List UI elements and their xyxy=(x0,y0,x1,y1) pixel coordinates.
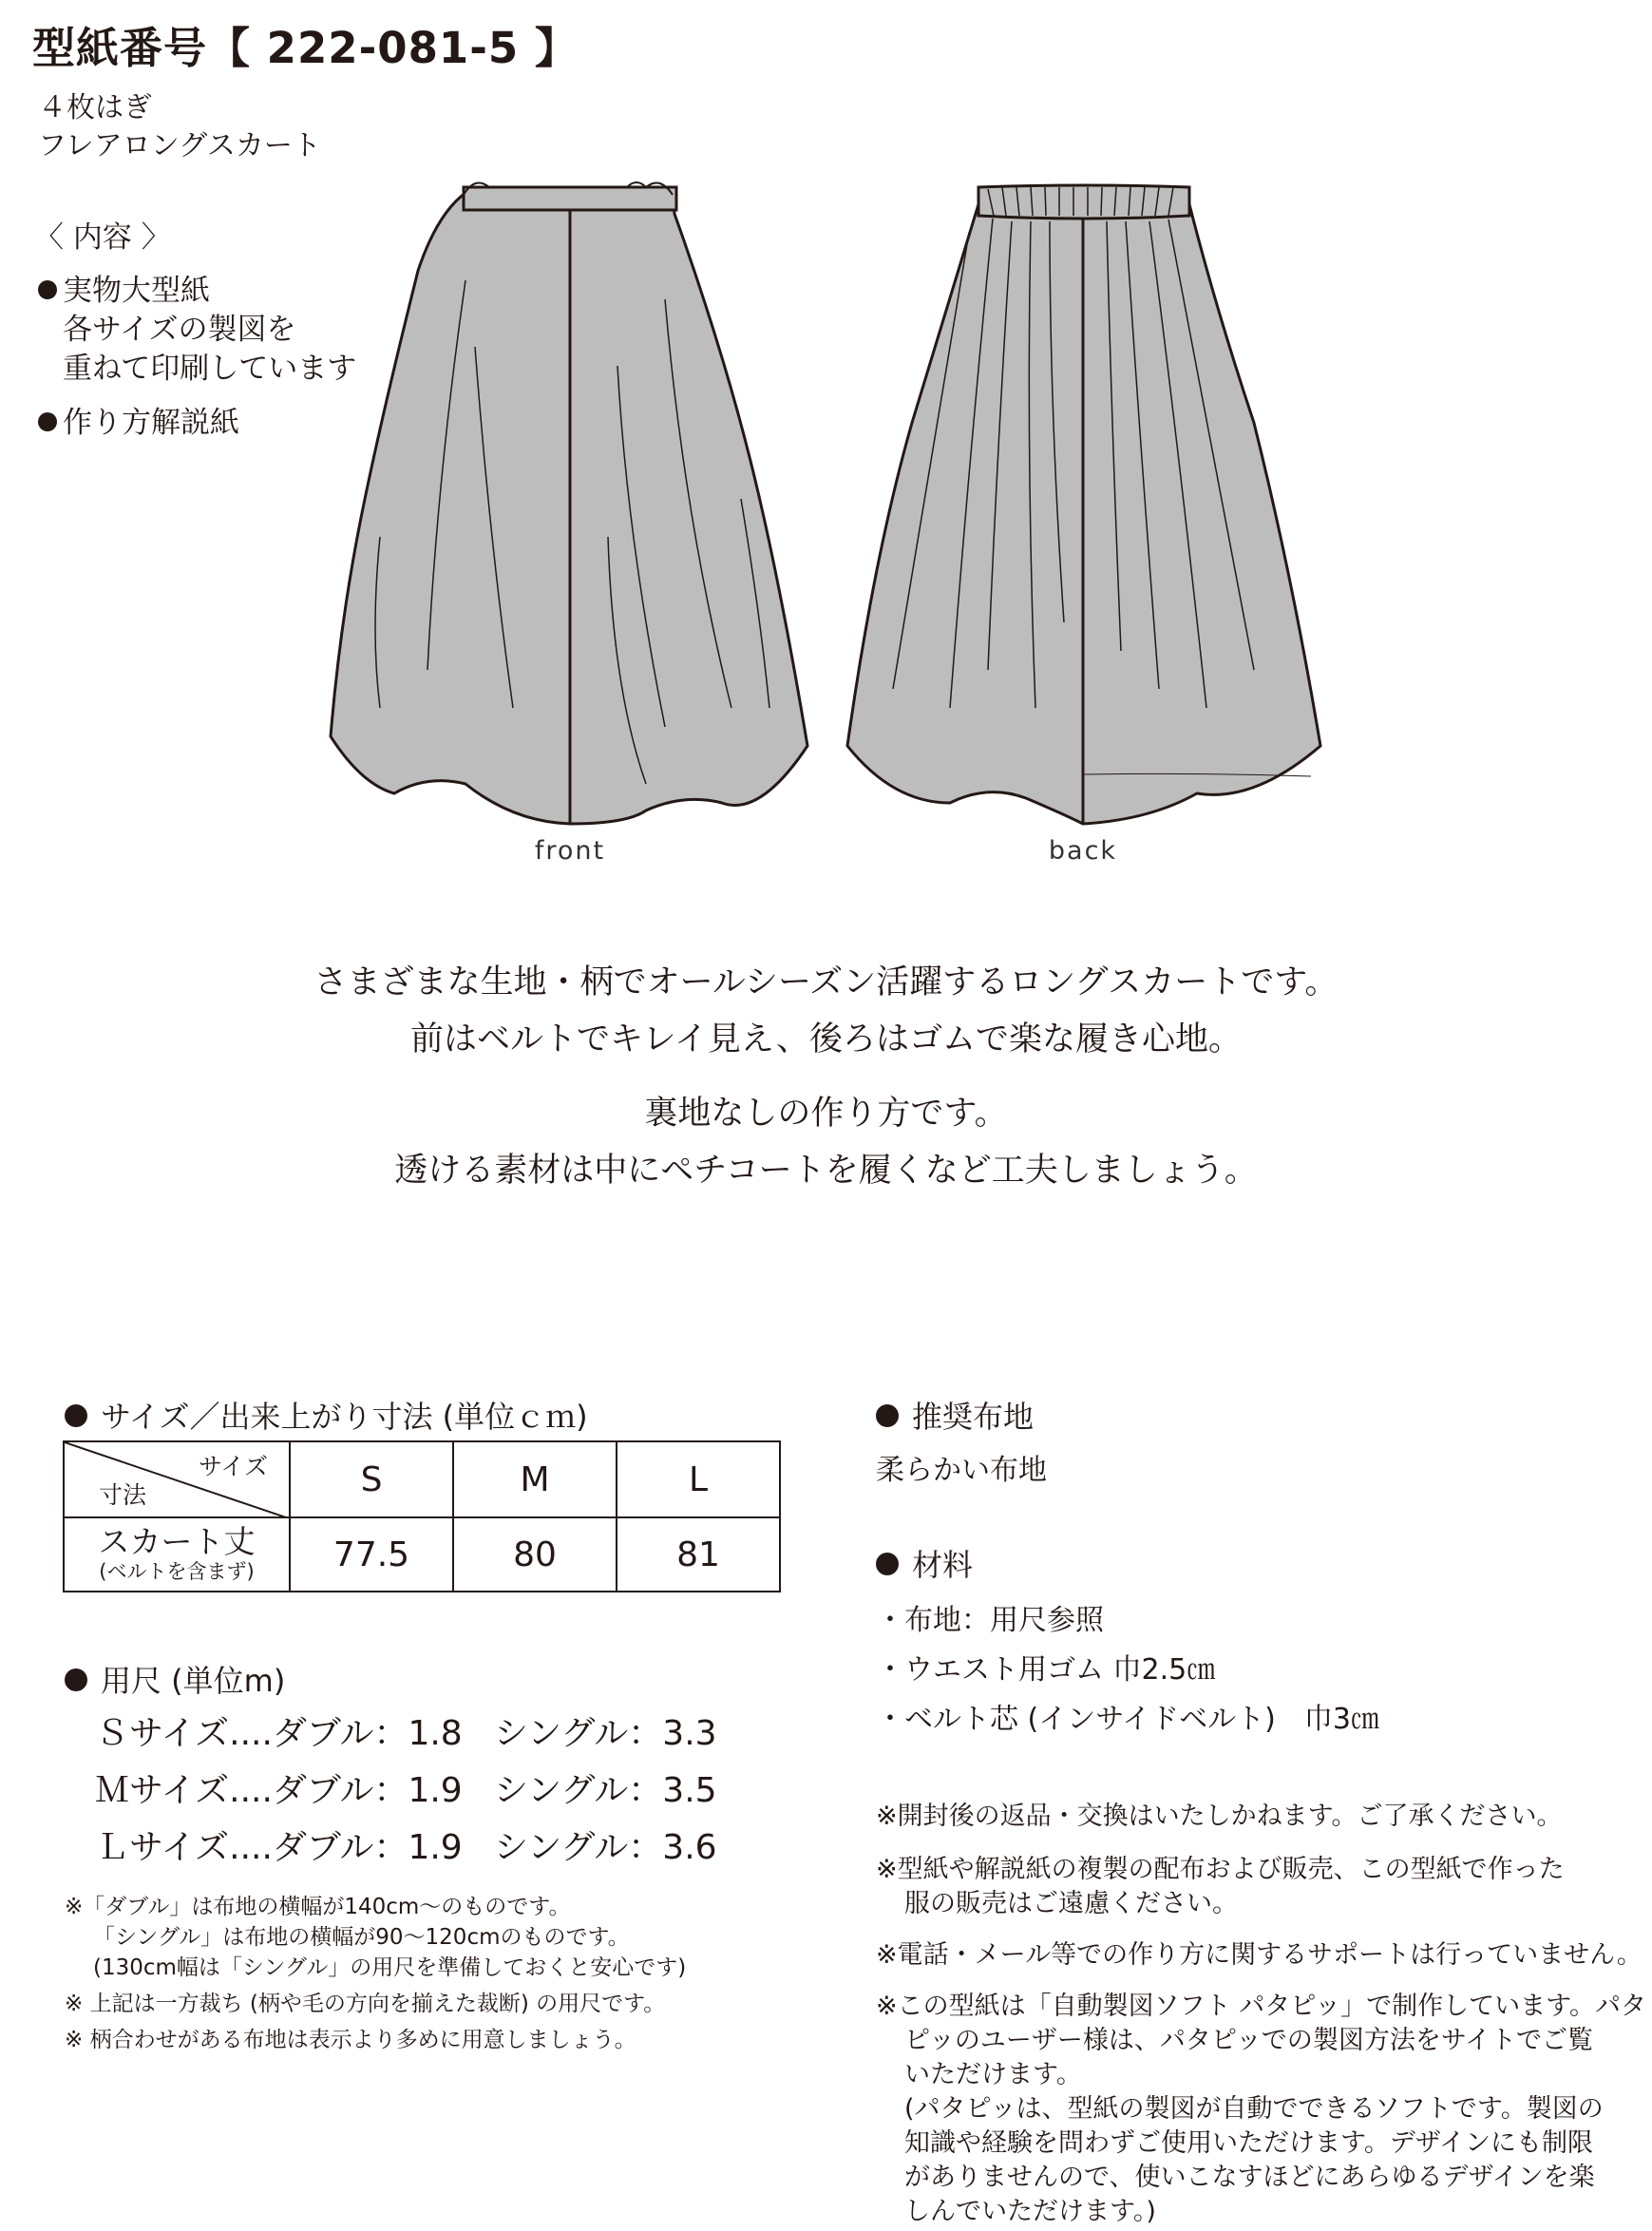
yardage-single: シングル：3.5 xyxy=(494,1771,717,1810)
yardage-size: Ｓサイズ xyxy=(95,1714,230,1753)
materials-heading-text: 材料 xyxy=(912,1547,974,1583)
yardage-row xyxy=(95,1707,463,1755)
contents-item-pattern-desc2: 重ねて印刷しています xyxy=(63,352,357,386)
material-item: ・ベルト芯 (インサイドベルト) 巾3㎝ xyxy=(876,1703,1379,1736)
corner-dimension-label: 寸法 xyxy=(99,1481,147,1509)
yardage-heading xyxy=(65,1657,285,1701)
notice-no-copy-cont: 服の販売はご遠慮ください。 xyxy=(904,1889,1238,1918)
materials-heading xyxy=(876,1541,973,1585)
front-label: front xyxy=(534,836,606,866)
yardage-single: シングル：3.6 xyxy=(494,1828,717,1867)
bullet-icon xyxy=(65,1404,87,1427)
subtitle-panels: ４枚はぎ xyxy=(38,91,152,124)
skirt-length-l: 81 xyxy=(617,1517,780,1592)
size-header-s: S xyxy=(290,1441,453,1517)
notice-patapi-line5: 知識や経験を問わずご使用いただけます。デザインにも制限 xyxy=(904,2128,1593,2158)
contents-item-pattern-desc1: 各サイズの製図を xyxy=(63,313,296,347)
back-skirt-illustration xyxy=(836,176,1330,831)
contents-item-instructions-label: 作り方解説紙 xyxy=(63,406,239,440)
fabric-heading-text: 推奨布地 xyxy=(912,1399,1035,1435)
notice-patapi-line6: がありませんので、使いこなすほどにあらゆるデザインを楽 xyxy=(904,2163,1595,2192)
material-item: ・布地：用尺参照 xyxy=(876,1604,1104,1637)
description-line1: さまざまな生地・柄でオールシーズン活躍するロングスカートです。 xyxy=(313,963,1339,1001)
yardage-size: Ｌサイズ xyxy=(95,1828,230,1867)
size-header-m: M xyxy=(453,1441,617,1517)
yardage-note-double: ※「ダブル」は布地の横幅が140cm〜のものです。 xyxy=(65,1895,571,1919)
contents-item-pattern-label: 実物大型紙 xyxy=(63,274,210,308)
description-line3: 裏地なしの作り方です。 xyxy=(644,1095,1008,1133)
bullet-icon xyxy=(38,280,57,299)
size-table-corner-cell xyxy=(64,1441,290,1517)
size-table-heading xyxy=(65,1393,588,1437)
notice-no-returns: ※開封後の返品・交換はいたしかねます。ご了承ください。 xyxy=(876,1802,1563,1831)
yardage-double: ....ダブル：1.9 xyxy=(229,1771,463,1810)
yardage-note-one-way: ※ 上記は一方裁ち (柄や毛の方向を揃えた裁断) の用尺です。 xyxy=(65,1992,666,2016)
yardage-size: Ｍサイズ xyxy=(95,1771,230,1810)
yardage-double: ....ダブル：1.9 xyxy=(229,1828,463,1867)
yardage-single: シングル：3.3 xyxy=(494,1714,717,1753)
skirt-length-s: 77.5 xyxy=(290,1517,453,1592)
size-table xyxy=(63,1440,781,1592)
skirt-length-note: (ベルトを含まず) xyxy=(99,1560,255,1583)
pattern-number-title: 型紙番号【 222-081-5 】 xyxy=(32,23,579,73)
yardage-row xyxy=(95,1764,463,1812)
yardage-double: ....ダブル：1.8 xyxy=(229,1714,463,1753)
notice-patapi: ※この型紙は「自動製図ソフト パタピッ」で制作しています。パタ xyxy=(876,1992,1646,2021)
skirt-length-label: スカート丈 xyxy=(98,1523,256,1560)
notice-no-copy: ※型紙や解説紙の複製の配布および販売、この型紙で作った xyxy=(876,1855,1565,1884)
yardage-row xyxy=(95,1821,463,1869)
bullet-icon xyxy=(65,1668,87,1691)
back-label: back xyxy=(1048,836,1118,866)
size-table-heading-text: サイズ／出来上がり寸法 (単位ｃｍ) xyxy=(101,1399,588,1435)
contents-item-pattern xyxy=(38,271,210,311)
fabric-heading xyxy=(876,1393,1034,1437)
subtitle-skirt-name: フレアロングスカート xyxy=(38,129,321,162)
description-line2: 前はベルトでキレイ見え、後ろはゴムで楽な履き心地。 xyxy=(409,1020,1242,1058)
yardage-heading-text: 用尺 (単位m) xyxy=(101,1663,286,1699)
yardage-note-130cm: (130cm幅は「シングル」の用尺を準備しておくと安心です) xyxy=(93,1955,687,1980)
skirt-length-m: 80 xyxy=(453,1517,617,1592)
material-item: ・ウエスト用ゴム 巾2.5㎝ xyxy=(876,1653,1216,1687)
bullet-icon xyxy=(876,1404,899,1427)
corner-size-label: サイズ xyxy=(198,1453,268,1480)
notice-patapi-line4: (パタピッは、型紙の製図が自動でできるソフトです。製図の xyxy=(904,2094,1604,2124)
size-header-l: L xyxy=(617,1441,780,1517)
yardage-note-single: 「シングル」は布地の横幅が90〜120cmのものです。 xyxy=(93,1925,630,1950)
front-skirt-illustration xyxy=(323,176,817,831)
contents-item-instructions xyxy=(38,403,239,443)
notice-patapi-line2: ピッのユーザー様は、パタピッでの製図方法をサイトでご覧 xyxy=(904,2026,1593,2055)
skirt-length-label-cell xyxy=(64,1517,290,1592)
bullet-icon xyxy=(38,412,57,431)
description-line4: 透ける素材は中にペチコートを履くなど工夫しましょう。 xyxy=(394,1152,1258,1190)
fabric-text: 柔らかい布地 xyxy=(876,1454,1047,1487)
notice-patapi-line7: しんでいただけます。) xyxy=(904,2197,1156,2226)
notice-no-support: ※電話・メール等での作り方に関するサポートは行っていません。 xyxy=(876,1940,1643,1970)
contents-heading: 〈 内容 〉 xyxy=(34,220,171,255)
yardage-note-pattern-match: ※ 柄合わせがある布地は表示より多めに用意しましょう。 xyxy=(65,2028,636,2052)
notice-patapi-line3: いただけます。 xyxy=(904,2060,1082,2089)
bullet-icon xyxy=(876,1553,899,1575)
